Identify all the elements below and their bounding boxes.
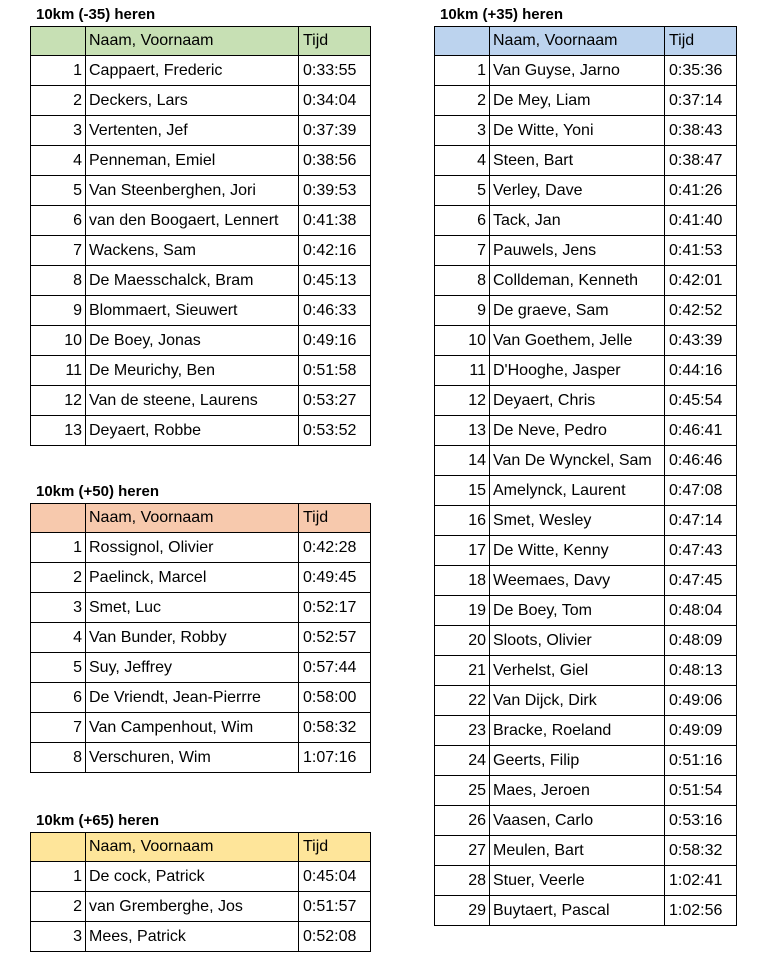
rank-cell: 13	[31, 416, 86, 446]
rank-cell: 5	[435, 176, 490, 206]
table-row	[31, 86, 371, 116]
table-row	[435, 86, 737, 116]
rank-cell: 3	[435, 116, 490, 146]
table-row	[31, 743, 371, 773]
rank-cell: 6	[435, 206, 490, 236]
rank-cell: 19	[435, 596, 490, 626]
table-row	[435, 716, 737, 746]
header-time-cell: Tijd	[299, 833, 371, 862]
results-table-plus50	[30, 503, 371, 773]
time-cell: 0:41:38	[299, 206, 371, 236]
name-cell: Maes, Jeroen	[490, 776, 665, 806]
rank-cell: 14	[435, 446, 490, 476]
time-cell: 0:37:14	[665, 86, 737, 116]
table-row	[31, 326, 371, 356]
table-row	[435, 506, 737, 536]
name-cell: Geerts, Filip	[490, 746, 665, 776]
table-header-row	[435, 27, 737, 56]
rank-cell: 22	[435, 686, 490, 716]
table-row	[435, 536, 737, 566]
name-cell: Smet, Luc	[86, 593, 299, 623]
rank-cell: 2	[435, 86, 490, 116]
time-cell: 0:47:43	[665, 536, 737, 566]
table-row	[31, 593, 371, 623]
table-row	[31, 296, 371, 326]
rank-cell: 4	[31, 146, 86, 176]
table-row	[31, 563, 371, 593]
header-name-cell: Naam, Voornaam	[86, 833, 299, 862]
name-cell: Verschuren, Wim	[86, 743, 299, 773]
rank-cell: 4	[31, 623, 86, 653]
name-cell: De Vriendt, Jean-Pierrre	[86, 683, 299, 713]
table-row	[31, 713, 371, 743]
time-cell: 0:53:27	[299, 386, 371, 416]
rank-cell: 6	[31, 683, 86, 713]
time-cell: 0:53:16	[665, 806, 737, 836]
rank-cell: 3	[31, 922, 86, 952]
table-row	[435, 476, 737, 506]
rank-cell: 9	[435, 296, 490, 326]
table-row	[435, 326, 737, 356]
name-cell: De Maesschalck, Bram	[86, 266, 299, 296]
time-cell: 0:48:04	[665, 596, 737, 626]
time-cell: 0:49:45	[299, 563, 371, 593]
time-cell: 1:02:56	[665, 896, 737, 926]
time-cell: 0:58:32	[299, 713, 371, 743]
table-row	[435, 626, 737, 656]
header-rank-cell	[31, 504, 86, 533]
time-cell: 0:42:16	[299, 236, 371, 266]
rank-cell: 1	[435, 56, 490, 86]
name-cell: Deckers, Lars	[86, 86, 299, 116]
name-cell: Van de steene, Laurens	[86, 386, 299, 416]
table-title: 10km (+65) heren	[36, 812, 159, 829]
name-cell: Deyaert, Robbe	[86, 416, 299, 446]
rank-cell: 5	[31, 176, 86, 206]
rank-cell: 8	[435, 266, 490, 296]
name-cell: Sloots, Olivier	[490, 626, 665, 656]
header-rank-cell	[31, 27, 86, 56]
table-row	[31, 533, 371, 563]
time-cell: 0:47:45	[665, 566, 737, 596]
rank-cell: 29	[435, 896, 490, 926]
rank-cell: 26	[435, 806, 490, 836]
time-cell: 0:46:33	[299, 296, 371, 326]
header-name-cell: Naam, Voornaam	[86, 504, 299, 533]
time-cell: 0:52:17	[299, 593, 371, 623]
time-cell: 0:35:36	[665, 56, 737, 86]
time-cell: 0:48:13	[665, 656, 737, 686]
table-title: 10km (+50) heren	[36, 483, 159, 500]
results-table-plus65	[30, 832, 371, 952]
rank-cell: 12	[435, 386, 490, 416]
time-cell: 0:49:09	[665, 716, 737, 746]
name-cell: Pauwels, Jens	[490, 236, 665, 266]
time-cell: 0:51:54	[665, 776, 737, 806]
name-cell: Van Dijck, Dirk	[490, 686, 665, 716]
table-row	[31, 236, 371, 266]
rank-cell: 2	[31, 563, 86, 593]
rank-cell: 18	[435, 566, 490, 596]
table-row	[435, 206, 737, 236]
time-cell: 0:51:16	[665, 746, 737, 776]
rank-cell: 16	[435, 506, 490, 536]
name-cell: Stuer, Veerle	[490, 866, 665, 896]
time-cell: 0:51:58	[299, 356, 371, 386]
table-row	[435, 806, 737, 836]
time-cell: 0:42:52	[665, 296, 737, 326]
rank-cell: 12	[31, 386, 86, 416]
time-cell: 0:43:39	[665, 326, 737, 356]
table-row	[31, 653, 371, 683]
rank-cell: 7	[31, 713, 86, 743]
time-cell: 0:46:46	[665, 446, 737, 476]
table-row	[31, 683, 371, 713]
time-cell: 0:46:41	[665, 416, 737, 446]
rank-cell: 3	[31, 116, 86, 146]
table-block-plus65	[30, 810, 371, 952]
name-cell: Van Goethem, Jelle	[490, 326, 665, 356]
name-cell: Rossignol, Olivier	[86, 533, 299, 563]
table-title: 10km (-35) heren	[36, 6, 156, 23]
rank-cell: 17	[435, 536, 490, 566]
name-cell: Penneman, Emiel	[86, 146, 299, 176]
name-cell: De Mey, Liam	[490, 86, 665, 116]
name-cell: De Neve, Pedro	[490, 416, 665, 446]
rank-cell: 6	[31, 206, 86, 236]
table-header-row	[31, 833, 371, 862]
name-cell: Van De Wynckel, Sam	[490, 446, 665, 476]
name-cell: Suy, Jeffrey	[86, 653, 299, 683]
rank-cell: 28	[435, 866, 490, 896]
time-cell: 0:44:16	[665, 356, 737, 386]
rank-cell: 13	[435, 416, 490, 446]
rank-cell: 11	[31, 356, 86, 386]
header-time-cell: Tijd	[299, 27, 371, 56]
table-row	[435, 446, 737, 476]
header-time-cell: Tijd	[299, 504, 371, 533]
table-row	[31, 386, 371, 416]
name-cell: Tack, Jan	[490, 206, 665, 236]
table-row	[435, 236, 737, 266]
time-cell: 0:45:04	[299, 862, 371, 892]
name-cell: van Gremberghe, Jos	[86, 892, 299, 922]
name-cell: De graeve, Sam	[490, 296, 665, 326]
table-row	[435, 656, 737, 686]
time-cell: 0:37:39	[299, 116, 371, 146]
rank-cell: 23	[435, 716, 490, 746]
rank-cell: 10	[435, 326, 490, 356]
table-row	[435, 356, 737, 386]
time-cell: 0:52:08	[299, 922, 371, 952]
table-row	[435, 776, 737, 806]
name-cell: Van Bunder, Robby	[86, 623, 299, 653]
rank-cell: 1	[31, 533, 86, 563]
name-cell: Weemaes, Davy	[490, 566, 665, 596]
time-cell: 0:41:26	[665, 176, 737, 206]
time-cell: 0:34:04	[299, 86, 371, 116]
name-cell: Paelinck, Marcel	[86, 563, 299, 593]
name-cell: Bracke, Roeland	[490, 716, 665, 746]
name-cell: Deyaert, Chris	[490, 386, 665, 416]
time-cell: 1:07:16	[299, 743, 371, 773]
time-cell: 0:57:44	[299, 653, 371, 683]
name-cell: Blommaert, Sieuwert	[86, 296, 299, 326]
name-cell: Vertenten, Jef	[86, 116, 299, 146]
table-row	[31, 892, 371, 922]
table-row	[435, 266, 737, 296]
table-row	[435, 296, 737, 326]
rank-cell: 5	[31, 653, 86, 683]
rank-cell: 4	[435, 146, 490, 176]
rank-cell: 25	[435, 776, 490, 806]
name-cell: Verley, Dave	[490, 176, 665, 206]
table-row	[31, 146, 371, 176]
table-row	[31, 266, 371, 296]
rank-cell: 20	[435, 626, 490, 656]
table-title: 10km (+35) heren	[440, 6, 563, 23]
time-cell: 0:45:54	[665, 386, 737, 416]
name-cell: De Boey, Tom	[490, 596, 665, 626]
table-header-row	[31, 27, 371, 56]
name-cell: D'Hooghe, Jasper	[490, 356, 665, 386]
rank-cell: 24	[435, 746, 490, 776]
name-cell: Mees, Patrick	[86, 922, 299, 952]
results-table-min35	[30, 26, 371, 446]
time-cell: 0:42:01	[665, 266, 737, 296]
time-cell: 0:38:47	[665, 146, 737, 176]
name-cell: Verhelst, Giel	[490, 656, 665, 686]
name-cell: van den Boogaert, Lennert	[86, 206, 299, 236]
name-cell: De cock, Patrick	[86, 862, 299, 892]
rank-cell: 1	[31, 56, 86, 86]
time-cell: 0:49:16	[299, 326, 371, 356]
name-cell: De Boey, Jonas	[86, 326, 299, 356]
table-row	[31, 356, 371, 386]
time-cell: 0:41:53	[665, 236, 737, 266]
rank-cell: 21	[435, 656, 490, 686]
header-time-cell: Tijd	[665, 27, 737, 56]
time-cell: 0:51:57	[299, 892, 371, 922]
rank-cell: 7	[31, 236, 86, 266]
table-row	[435, 746, 737, 776]
name-cell: Van Steenberghen, Jori	[86, 176, 299, 206]
name-cell: Cappaert, Frederic	[86, 56, 299, 86]
table-row	[435, 836, 737, 866]
time-cell: 0:41:40	[665, 206, 737, 236]
time-cell: 0:33:55	[299, 56, 371, 86]
time-cell: 0:53:52	[299, 416, 371, 446]
table-row	[31, 176, 371, 206]
table-block-plus35	[434, 4, 737, 926]
name-cell: De Witte, Kenny	[490, 536, 665, 566]
time-cell: 0:52:57	[299, 623, 371, 653]
name-cell: Buytaert, Pascal	[490, 896, 665, 926]
rank-cell: 15	[435, 476, 490, 506]
rank-cell: 1	[31, 862, 86, 892]
time-cell: 0:45:13	[299, 266, 371, 296]
table-row	[435, 866, 737, 896]
rank-cell: 9	[31, 296, 86, 326]
name-cell: Van Campenhout, Wim	[86, 713, 299, 743]
name-cell: Van Guyse, Jarno	[490, 56, 665, 86]
name-cell: Amelynck, Laurent	[490, 476, 665, 506]
table-block-min35	[30, 4, 371, 446]
table-row	[435, 416, 737, 446]
table-row	[435, 596, 737, 626]
name-cell: Vaasen, Carlo	[490, 806, 665, 836]
header-name-cell: Naam, Voornaam	[86, 27, 299, 56]
time-cell: 0:38:56	[299, 146, 371, 176]
table-row	[435, 686, 737, 716]
table-row	[435, 896, 737, 926]
results-table-plus35	[434, 26, 737, 926]
table-row	[31, 56, 371, 86]
name-cell: Meulen, Bart	[490, 836, 665, 866]
time-cell: 0:58:32	[665, 836, 737, 866]
header-name-cell: Naam, Voornaam	[490, 27, 665, 56]
table-header-row	[31, 504, 371, 533]
name-cell: Wackens, Sam	[86, 236, 299, 266]
name-cell: Colldeman, Kenneth	[490, 266, 665, 296]
table-row	[435, 566, 737, 596]
name-cell: De Meurichy, Ben	[86, 356, 299, 386]
rank-cell: 8	[31, 266, 86, 296]
rank-cell: 27	[435, 836, 490, 866]
time-cell: 0:49:06	[665, 686, 737, 716]
header-rank-cell	[31, 833, 86, 862]
rank-cell: 11	[435, 356, 490, 386]
table-row	[31, 206, 371, 236]
table-row	[31, 116, 371, 146]
time-cell: 0:42:28	[299, 533, 371, 563]
table-row	[31, 416, 371, 446]
rank-cell: 8	[31, 743, 86, 773]
table-row	[435, 116, 737, 146]
table-row	[31, 922, 371, 952]
time-cell: 0:38:43	[665, 116, 737, 146]
rank-cell: 3	[31, 593, 86, 623]
table-row	[435, 176, 737, 206]
time-cell: 0:47:08	[665, 476, 737, 506]
rank-cell: 2	[31, 892, 86, 922]
header-rank-cell	[435, 27, 490, 56]
rank-cell: 7	[435, 236, 490, 266]
table-row	[435, 56, 737, 86]
time-cell: 1:02:41	[665, 866, 737, 896]
rank-cell: 10	[31, 326, 86, 356]
table-block-plus50	[30, 481, 371, 773]
time-cell: 0:39:53	[299, 176, 371, 206]
rank-cell: 2	[31, 86, 86, 116]
name-cell: Steen, Bart	[490, 146, 665, 176]
name-cell: De Witte, Yoni	[490, 116, 665, 146]
time-cell: 0:48:09	[665, 626, 737, 656]
table-row	[435, 386, 737, 416]
time-cell: 0:47:14	[665, 506, 737, 536]
table-row	[435, 146, 737, 176]
time-cell: 0:58:00	[299, 683, 371, 713]
table-row	[31, 623, 371, 653]
name-cell: Smet, Wesley	[490, 506, 665, 536]
table-row	[31, 862, 371, 892]
